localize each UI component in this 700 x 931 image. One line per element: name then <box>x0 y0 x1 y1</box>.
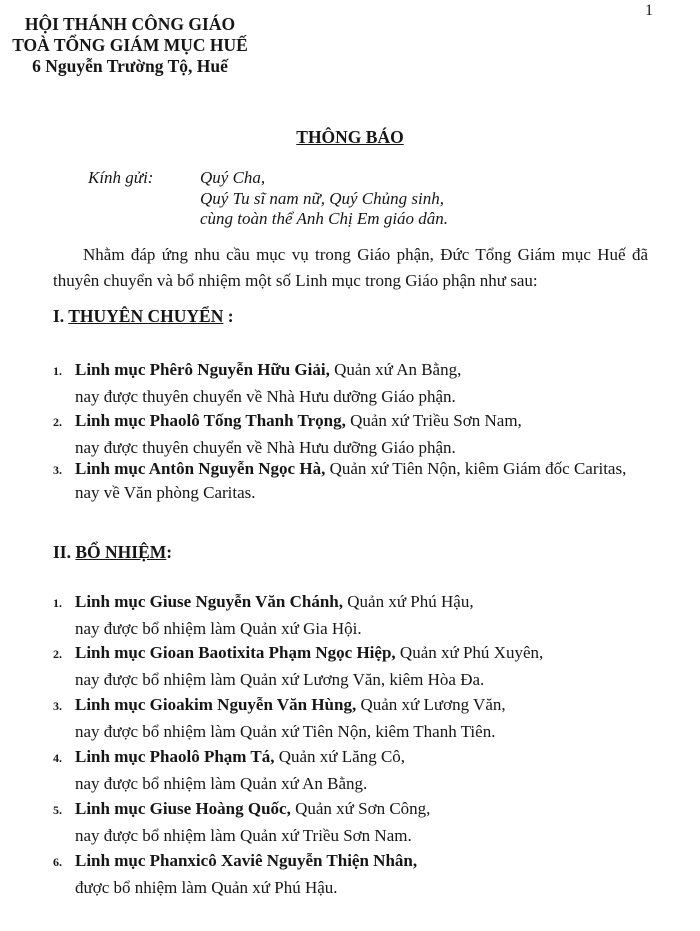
priest-name: Linh mục Phêrô Nguyễn Hữu Giải, <box>75 360 330 379</box>
recipient-line: Quý Cha, <box>200 168 266 187</box>
list-item <box>53 640 673 693</box>
item-number: 5. <box>53 803 62 817</box>
item-current-role: Quản xứ Lăng Cô, <box>274 747 406 766</box>
salutation-label: Kính gửi: <box>88 168 154 187</box>
item-assignment: nay được bổ nhiệm làm Quản xứ Triều Sơn Nam. <box>75 826 412 845</box>
item-current-role: Quản xứ Triều Sơn Nam, <box>345 411 522 430</box>
item-number: 1. <box>53 596 62 610</box>
list-item <box>53 456 673 503</box>
priest-name: Linh mục Phanxicô Xaviê Nguyễn Thiện Nhân, <box>75 851 418 870</box>
letterhead <box>0 14 260 77</box>
item-current-role: Quản xứ Tiên Nộn, kiêm Giám đốc Caritas, <box>325 459 627 478</box>
item-current-role: Quản xứ Phú Xuyên, <box>395 643 544 662</box>
list-item <box>53 357 673 410</box>
list-item <box>53 692 673 745</box>
page-number: 1 <box>645 2 653 19</box>
document-title: THÔNG BÁO <box>296 127 404 147</box>
section-suffix: : <box>166 542 173 562</box>
recipients-block <box>200 168 448 230</box>
item-number: 3. <box>53 699 62 713</box>
letterhead-address: 6 Nguyễn Trường Tộ, Huế <box>32 56 228 76</box>
item-number: 2. <box>53 647 62 661</box>
item-number: 3. <box>53 463 62 477</box>
priest-name: Linh mục Antôn Nguyễn Ngọc Hà, <box>75 459 326 478</box>
section-title: THUYÊN CHUYỂN <box>68 306 224 326</box>
recipient-line: Quý Tu sĩ nam nữ, Quý Chủng sinh, <box>200 188 444 208</box>
list-item <box>53 744 673 797</box>
priest-name: Linh mục Giuse Hoàng Quốc, <box>75 799 291 818</box>
section-number: II. <box>53 542 76 562</box>
list-item <box>53 408 673 461</box>
letterhead-line-2: TOÀ TỔNG GIÁM MỤC HUẾ <box>12 35 248 55</box>
item-number: 2. <box>53 415 62 429</box>
priest-name: Linh mục Phaolô Tống Thanh Trọng, <box>75 411 346 430</box>
item-number: 4. <box>53 751 62 765</box>
section-heading-appointments <box>53 542 172 563</box>
item-assignment: nay được thuyên chuyển về Nhà Hưu dưỡng Giáo phận. <box>75 387 456 406</box>
section-heading-transfers <box>53 306 234 327</box>
item-current-role: Quản xứ Sơn Công, <box>290 799 431 818</box>
priest-name: Linh mục Gioakim Nguyễn Văn Hùng, <box>75 695 357 714</box>
item-assignment: nay về Văn phòng Caritas. <box>75 483 256 502</box>
intro-paragraph: Nhằm đáp ứng nhu cầu mục vụ trong Giáo phận, Đức Tổng Giám mục Huế đã thuyên chuyển và bổ nhiệm một số Linh mục trong Giáo phận như sau: <box>53 245 648 290</box>
list-item <box>53 589 673 642</box>
section-number: I. <box>53 306 69 326</box>
item-assignment: nay được bổ nhiệm làm Quản xứ Lương Văn, kiêm Hòa Đa. <box>75 670 485 689</box>
list-item <box>53 848 673 901</box>
item-current-role: Quản xứ Phú Hậu, <box>343 592 474 611</box>
letterhead-line-1: HỘI THÁNH CÔNG GIÁO <box>24 14 236 34</box>
item-assignment: nay được bổ nhiệm làm Quản xứ Tiên Nộn, kiêm Thanh Tiên. <box>75 722 496 741</box>
priest-name: Linh mục Phaolô Phạm Tá, <box>75 747 275 766</box>
item-assignment: nay được bổ nhiệm làm Quản xứ An Bằng. <box>75 774 368 793</box>
item-assignment: nay được thuyên chuyển về Nhà Hưu dưỡng Giáo phận. <box>75 438 456 457</box>
item-assignment: nay được bổ nhiệm làm Quản xứ Gia Hội. <box>75 619 362 638</box>
item-current-role: Quản xứ An Bằng, <box>329 360 462 379</box>
item-number: 1. <box>53 364 62 378</box>
item-number: 6. <box>53 855 62 869</box>
priest-name: Linh mục Gioan Baotixita Phạm Ngọc Hiệp, <box>75 643 396 662</box>
list-item <box>53 796 673 849</box>
section-title: BỔ NHIỆM <box>75 542 167 562</box>
section-suffix: : <box>223 306 234 326</box>
priest-name: Linh mục Giuse Nguyễn Văn Chánh, <box>75 592 343 611</box>
item-current-role: Quản xứ Lương Văn, <box>356 695 506 714</box>
recipient-line: cùng toàn thể Anh Chị Em giáo dân. <box>200 209 449 228</box>
item-assignment: được bổ nhiệm làm Quản xứ Phú Hậu. <box>75 878 338 897</box>
